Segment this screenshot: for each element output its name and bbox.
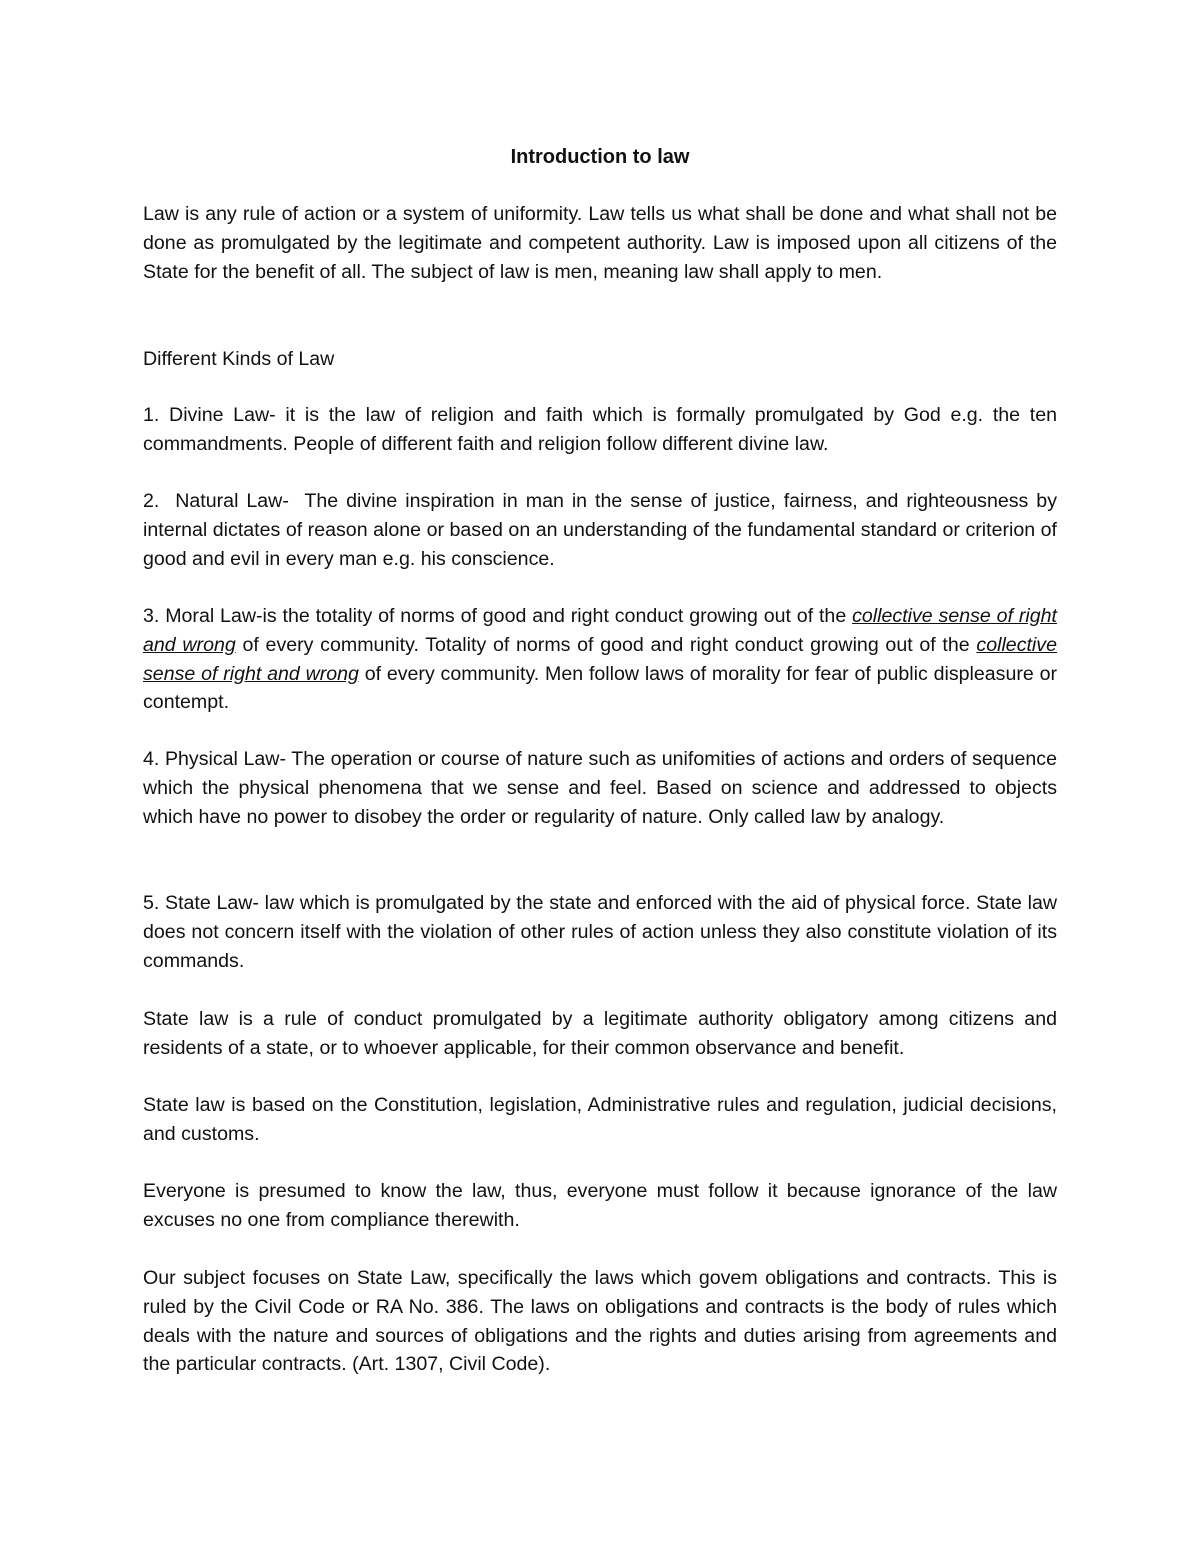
physical-law-paragraph: 4. Physical Law- The operation or course of nature such as unifomities of actions and orders of sequence which the physical phenomena that we sense and feel. Based on science and addressed to objects which have no power to disobey the order or regularity of nature. Only called law by analogy. <box>143 748 1057 828</box>
collective-sense-phrase-2: collective sense of right and wrong <box>143 633 1057 685</box>
state-law-paragraph: 5. State Law- law which is promulgated by the state and enforced with the aid of physical force. State law does not concern itself with the violation of other rules of action unless they also constitute violation of its commands. <box>143 892 1057 972</box>
ignorance-paragraph: Everyone is presumed to know the law, thus, everyone must follow it because ignorance of the law excuses no one from compliance therewith. <box>143 1180 1057 1231</box>
natural-law-paragraph <box>143 487 1057 573</box>
intro-paragraph: Law is any rule of action or a system of uniformity. Law tells us what shall be done and what shall not be done as promulgated by the legitimate and competent authority. Law is imposed upon all citizens of the State for the benefit of all. The subject of law is men, meaning law shall apply to men. <box>143 203 1057 283</box>
natural-law-lead: 2. Natural Law- <box>143 490 305 512</box>
state-law-definition-paragraph: State law is a rule of conduct promulgated by a legitimate authority obligatory among citizens and residents of a state, or to whoever applicable, for their common observance and benefit. <box>143 1008 1057 1059</box>
moral-law-text-3: of every community. Men follow laws of morality for fear of public displeasure or contempt. <box>143 662 1057 714</box>
document-title: Introduction to law <box>510 146 690 168</box>
subject-focus-paragraph: Our subject focuses on State Law, specifically the laws which govem obligations and contracts. This is ruled by the Civil Code or RA No. 386. The laws on obligations and contracts is the body of rules which deals with the nature and sources of obligations and the rights and duties arising from agreements and the particular contracts. (Art. 1307, Civil Code). <box>143 1267 1057 1376</box>
kinds-heading: Different Kinds of Law <box>143 348 335 370</box>
moral-law-text-1: 3. Moral Law-is the totality of norms of good and right conduct growing out of the <box>143 605 853 627</box>
state-law-basis-paragraph: State law is based on the Constitution, legislation, Administrative rules and regulation, judicial decisions, and customs. <box>143 1094 1057 1145</box>
natural-law-text: The divine inspiration in man in the sense of justice, fairness, and righteousness by internal dictates of reason alone or based on an understanding of the fundamental standard or criterion of good and evil in every man e.g. his conscience. <box>143 490 1057 570</box>
moral-law-text-2: of every community. Totality of norms of good and right conduct growing out of the <box>235 633 977 656</box>
divine-law-paragraph: 1. Divine Law- it is the law of religion and faith which is formally promulgated by God e.g. the ten commandments. People of different faith and religion follow different divine law. <box>143 404 1057 455</box>
moral-law-paragraph <box>143 602 1057 717</box>
collective-sense-phrase-1: collective sense of right and wrong <box>143 605 1057 656</box>
